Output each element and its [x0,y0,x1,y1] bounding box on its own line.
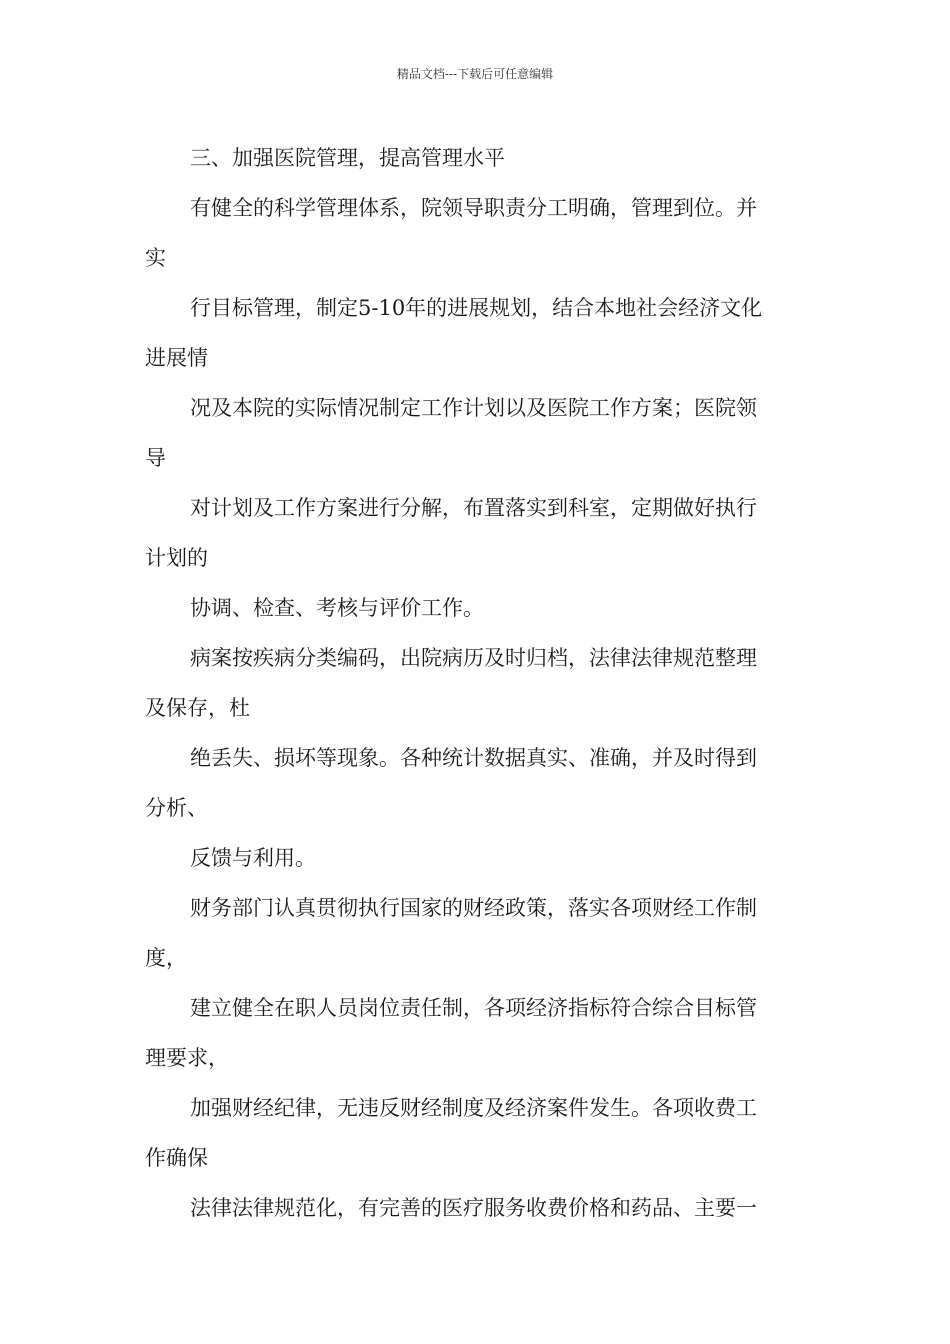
text-line: 及保存，杜 [145,696,250,720]
document-body [145,133,815,1233]
text-line: 财务部门认真贯彻执行国家的财经政策，落实各项财经工作制 [190,896,757,920]
text-line: 加强财经纪律，无违反财经制度及经济案件发生。各项收费工 [190,1096,757,1120]
text-line: 进展情 [145,346,208,370]
text-line: 实 [145,246,166,270]
text-line: 导 [145,446,166,470]
text-line: 反馈与利用。 [190,846,316,870]
text-line: 法律法律规范化，有完善的医疗服务收费价格和药品、主要一 [190,1196,757,1220]
text-line: 有健全的科学管理体系，院领导职责分工明确，管理到位。并 [190,196,757,220]
text-line: 理要求， [145,1046,229,1070]
text-line: 况及本院的实际情况制定工作计划以及医院工作方案；医院领 [190,396,757,420]
text-line: 三、加强医院管理，提高管理水平 [190,146,505,170]
text-line: 作确保 [145,1146,208,1170]
text-line: 建立健全在职人员岗位责任制，各项经济指标符合综合目标管 [190,996,757,1020]
text-line: 行目标管理，制定5-10年的进展规划，结合本地社会经济文化 [190,296,763,320]
text-line: 对计划及工作方案进行分解，布置落实到科室，定期做好执行 [190,496,757,520]
text-line: 绝丢失、损坏等现象。各种统计数据真实、准确，并及时得到 [190,746,757,770]
text-line: 度， [145,946,187,970]
text-line: 计划的 [145,546,208,570]
text-line: 分析、 [145,796,208,820]
text-line: 协调、检查、考核与评价工作。 [190,596,484,620]
text-line: 病案按疾病分类编码，出院病历及时归档，法律法律规范整理 [190,646,757,670]
page-header: 精品文档---下载后可任意编辑 [396,67,554,81]
